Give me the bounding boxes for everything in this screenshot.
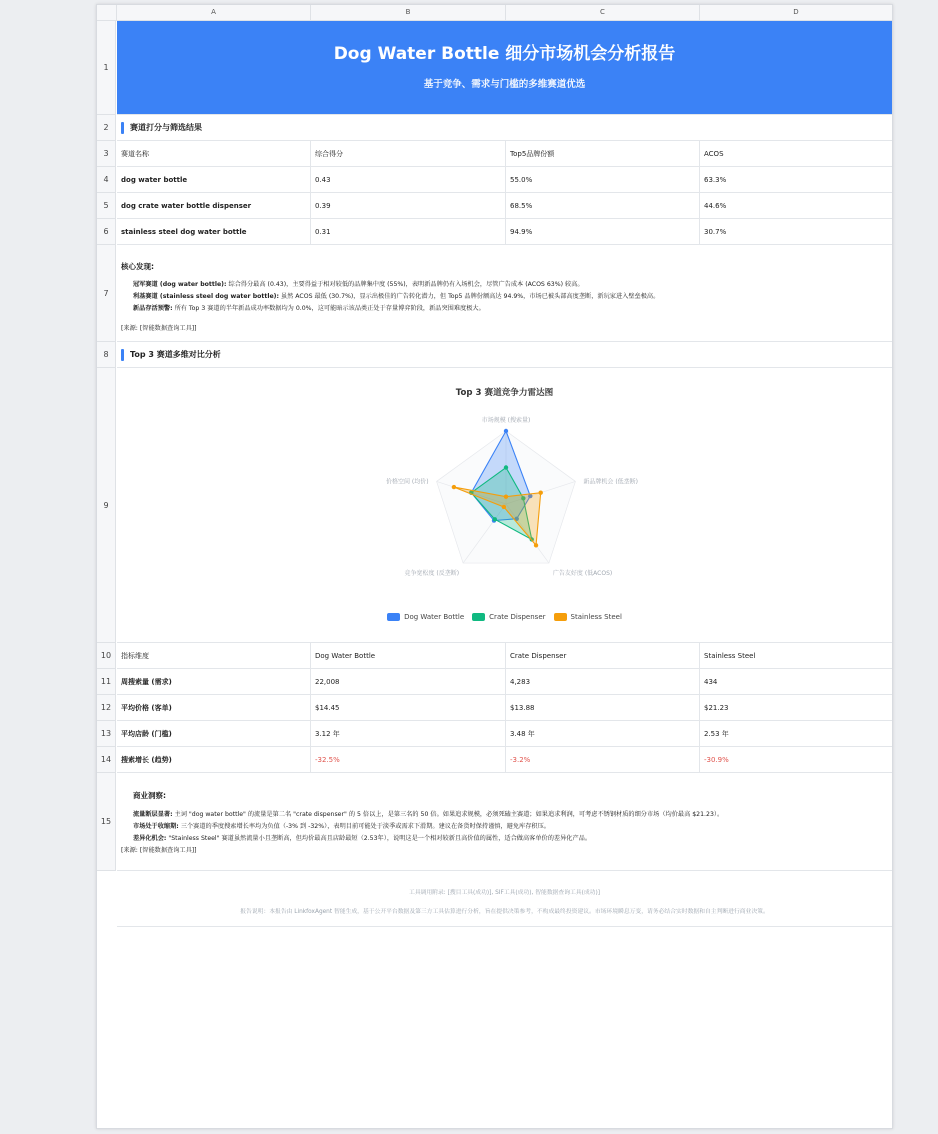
row-header-6[interactable]: 6 <box>97 219 116 245</box>
radar-data-point <box>539 491 543 495</box>
table-row <box>117 695 892 721</box>
table-cell[interactable]: -30.9% <box>704 755 729 764</box>
table-row <box>117 193 892 219</box>
section-accent-bar <box>121 122 124 134</box>
row-header-12[interactable]: 12 <box>97 695 116 721</box>
column-header-b[interactable]: B <box>311 5 506 20</box>
row-header-11[interactable]: 11 <box>97 669 116 695</box>
table-cell[interactable]: 0.31 <box>311 219 506 244</box>
legend-label: Stainless Steel <box>570 613 622 621</box>
table-cell[interactable]: Stainless Steel <box>704 651 756 660</box>
select-all-corner[interactable] <box>97 5 117 20</box>
table-cell[interactable]: 434 <box>704 677 718 686</box>
insights-heading: 商业洞察: <box>133 791 166 800</box>
legend-swatch <box>387 613 400 621</box>
radar-data-point <box>534 543 538 547</box>
table-cell[interactable]: 综合得分 <box>311 141 506 166</box>
report-footer <box>117 871 892 927</box>
section-header-comparison <box>117 342 892 368</box>
table-cell[interactable]: 0.39 <box>311 193 506 218</box>
row-header-14[interactable]: 14 <box>97 747 116 773</box>
table-header-row <box>117 643 892 669</box>
radar-axis-label: 价格空间 (均价) <box>385 478 429 486</box>
list-item: 差异化机会: "Stainless Steel" 赛道虽然流量小且垄断高，但均价最高且店龄最短（2.53年），说明这是一个相对较新且高价值的属性，适合做高客单价的差异化产品。 <box>133 835 592 842</box>
table-row <box>117 669 892 695</box>
table-cell[interactable]: $21.23 <box>704 703 729 712</box>
list-item: 利基赛道 (stainless steel dog water bottle): 虽然 ACOS 最低 (30.7%)，显示出极佳的广告转化潜力，但 Top5 品牌份额高达 94.9%，市场已被头部高度垄断，新玩家进入壁垒极高。 <box>133 293 660 300</box>
table-cell[interactable]: 指标维度 <box>117 643 311 668</box>
table-row <box>117 167 892 193</box>
radar-chart <box>117 368 892 643</box>
radar-data-point <box>504 429 508 433</box>
row-header-8[interactable]: 8 <box>97 342 116 368</box>
section-title: 赛道打分与筛选结果 <box>130 123 202 132</box>
legend-item[interactable] <box>554 613 622 621</box>
row-header-10[interactable]: 10 <box>97 643 116 669</box>
chart-title: Top 3 赛道竞争力雷达图 <box>455 388 554 398</box>
legend-swatch <box>554 613 567 621</box>
table-cell[interactable]: -32.5% <box>311 747 506 772</box>
row-header-9[interactable]: 9 <box>97 368 116 643</box>
table-cell[interactable]: 4,283 <box>506 669 700 694</box>
radar-data-point <box>504 495 508 499</box>
table-cell[interactable]: dog water bottle <box>117 167 311 192</box>
table-cell[interactable]: 平均价格 (客单) <box>117 695 311 720</box>
table-header-row <box>117 141 892 167</box>
list-item: 流量断层显著: 主词 "dog water bottle" 的流量是第二名 "crate dispenser" 的 5 倍以上，是第三名的 50 倍。如果追求规模，必须死磕主赛道；如果追求利润，可考虑不锈钢材质的细分市场（均价最高 $21.23）。 <box>133 811 724 818</box>
legend-item[interactable] <box>387 613 464 621</box>
disclaimer: 报告说明：本报告由 LinkfoxAgent 智能生成，基于公开平台数据及第三方工具估算进行分析，旨在提供决策参考，不构成最终投资建议。市场环境瞬息万变，请务必结合实时数据和自主判断进行商业决策。 <box>240 909 769 915</box>
section-accent-bar <box>121 349 124 361</box>
radar-chart-cell <box>117 368 892 643</box>
column-header-c[interactable]: C <box>506 5 700 20</box>
table-cell[interactable]: 3.12 年 <box>311 721 506 746</box>
report-title: Dog Water Bottle 细分市场机会分析报告 <box>333 44 676 64</box>
table-row <box>117 219 892 245</box>
column-header-a[interactable]: A <box>117 5 311 20</box>
table-cell[interactable]: 44.6% <box>704 201 727 210</box>
table-cell[interactable]: Dog Water Bottle <box>311 643 506 668</box>
row-header-2[interactable]: 2 <box>97 115 116 141</box>
table-cell[interactable]: 63.3% <box>704 175 727 184</box>
row-header-4[interactable]: 4 <box>97 167 116 193</box>
chart-legend <box>117 613 892 621</box>
radar-axis-label: 市场规模 (搜索量) <box>481 417 531 424</box>
table-cell[interactable]: 周搜索量 (需求) <box>117 669 311 694</box>
table-cell[interactable]: dog crate water bottle dispenser <box>117 193 311 218</box>
list-item: 冠军赛道 (dog water bottle): 综合得分最高 (0.43)，主要得益于相对较低的品牌集中度 (55%)，表明新品牌仍有入场机会，尽管广告成本 (ACOS 63%) 较高。 <box>133 281 584 288</box>
table-cell[interactable]: $14.45 <box>311 695 506 720</box>
list-item: 新品存活预警: 所有 Top 3 赛道的半年新品成功率数据均为 0.0%，这可能暗示该品类正处于存量博弈阶段，新品突围难度极大。 <box>133 305 485 312</box>
table-cell[interactable]: 2.53 年 <box>704 729 729 738</box>
table-row <box>117 747 892 773</box>
radar-data-point <box>504 465 508 469</box>
legend-label: Crate Dispenser <box>489 613 546 621</box>
table-cell[interactable]: Crate Dispenser <box>506 643 700 668</box>
table-cell[interactable]: ACOS <box>704 149 724 158</box>
table-cell[interactable]: stainless steel dog water bottle <box>117 219 311 244</box>
table-cell[interactable]: 22,008 <box>311 669 506 694</box>
radar-data-point <box>493 517 497 521</box>
radar-axis-label: 新品牌机会 (低垄断) <box>583 478 639 486</box>
report-subtitle: 基于竞争、需求与门槛的多维赛道优选 <box>423 79 586 90</box>
column-header-bar <box>97 5 892 21</box>
table-cell[interactable]: 94.9% <box>506 219 700 244</box>
table-cell[interactable]: -3.2% <box>506 747 700 772</box>
table-cell[interactable]: 68.5% <box>506 193 700 218</box>
row-header-13[interactable]: 13 <box>97 721 116 747</box>
table-cell[interactable]: 55.0% <box>506 167 700 192</box>
row-header-1[interactable]: 1 <box>97 21 116 115</box>
tool-appendix: 工具调用附录: [搜目工具(成功)], SIF工具(成功), 智能数据查询工具(成功)] <box>409 890 600 896</box>
table-cell[interactable]: 平均店龄 (门槛) <box>117 721 311 746</box>
radar-data-point <box>452 485 456 489</box>
legend-label: Dog Water Bottle <box>404 613 465 621</box>
spreadsheet <box>96 4 893 1129</box>
row-header-3[interactable]: 3 <box>97 141 116 167</box>
findings-heading: 核心发现: <box>121 262 154 271</box>
source-note: [来源: [智能数据查询工具]] <box>121 325 197 332</box>
section-header-scoring <box>117 115 892 141</box>
radar-data-point <box>502 505 506 509</box>
table-cell[interactable]: 搜索增长 (趋势) <box>117 747 311 772</box>
report-banner <box>117 21 892 115</box>
table-cell[interactable]: 30.7% <box>704 227 727 236</box>
table-cell[interactable]: 3.48 年 <box>506 721 700 746</box>
legend-swatch <box>472 613 485 621</box>
findings-cell[interactable] <box>117 245 892 342</box>
section-title: Top 3 赛道多维对比分析 <box>130 350 221 359</box>
insights-cell[interactable] <box>117 773 892 871</box>
row-header-15[interactable]: 15 <box>97 773 116 871</box>
row-header-5[interactable]: 5 <box>97 193 116 219</box>
table-cell[interactable]: $13.88 <box>506 695 700 720</box>
source-note: [来源: [智能数据查询工具]] <box>121 847 197 854</box>
radar-axis-label: 竞争宽松度 (反垄断) <box>404 570 460 578</box>
table-cell[interactable]: 0.43 <box>311 167 506 192</box>
list-item: 市场处于收缩期: 三个赛道的季度搜索增长率均为负值（-3% 到 -32%），表明目前可能处于淡季或需求下滑期。建议在备货时保持谨慎，避免库存积压。 <box>133 823 550 830</box>
table-cell[interactable]: 赛道名称 <box>117 141 311 166</box>
table-row <box>117 721 892 747</box>
table-cell[interactable]: Top5品牌份额 <box>506 141 700 166</box>
row-header-7[interactable]: 7 <box>97 245 116 342</box>
radar-axis-label: 广告友好度 (低ACOS) <box>552 570 613 578</box>
column-header-d[interactable]: D <box>793 8 799 16</box>
legend-item[interactable] <box>472 613 545 621</box>
